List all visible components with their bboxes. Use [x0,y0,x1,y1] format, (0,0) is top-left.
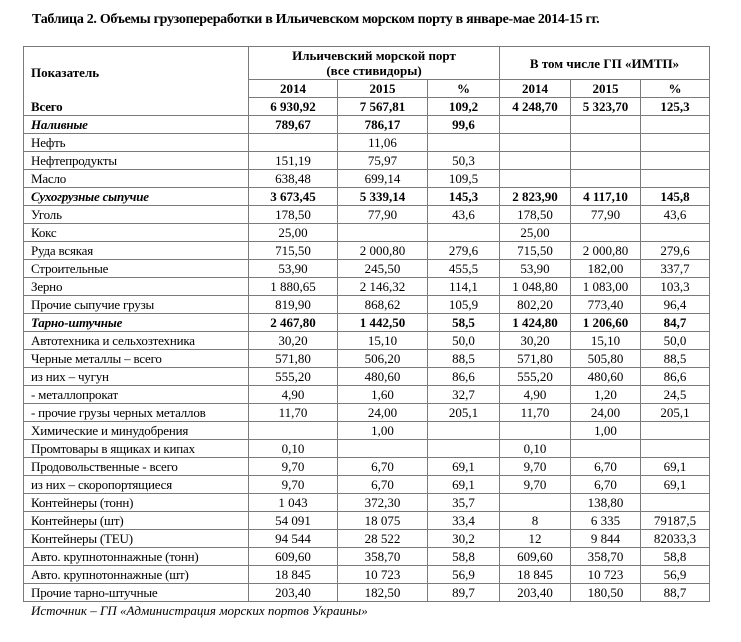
cell-value: 699,14 [338,170,428,188]
cell-value: 79187,5 [641,512,710,530]
cargo-volume-table [23,46,710,602]
cell-value: 6,70 [571,476,641,494]
table-row [24,152,710,170]
cell-value: 279,6 [428,242,500,260]
cell-value: 786,17 [338,116,428,134]
cell-value: 0,10 [249,440,338,458]
row-label: Химические и минудобрения [24,422,249,440]
cell-value: 96,4 [641,296,710,314]
cell-value: 151,19 [249,152,338,170]
cell-value: 2 146,32 [338,278,428,296]
row-label: Строительные [24,260,249,278]
cell-value: 25,00 [500,224,571,242]
table-title: Таблица 2. Объемы грузопереработки в Ильичевском морском порту в январе-мае 2014-15 гг. [32,12,600,27]
table-row [24,368,710,386]
table-row [24,170,710,188]
cell-value: 555,20 [249,368,338,386]
cell-value: 88,7 [641,584,710,602]
table-row [24,530,710,548]
cell-value: 571,80 [249,350,338,368]
row-label: - металлопрокат [24,386,249,404]
cell-value: 30,2 [428,530,500,548]
cell-value [641,116,710,134]
cell-value: 114,1 [428,278,500,296]
cell-value: 43,6 [641,206,710,224]
row-label: Черные металлы – всего [24,350,249,368]
header-sub: % [428,80,500,98]
header-row-groups [24,47,710,80]
cell-value: 77,90 [571,206,641,224]
cell-value: 819,90 [249,296,338,314]
cell-value: 109,2 [428,98,500,116]
cell-value: 4 117,10 [571,188,641,206]
cell-value: 32,7 [428,386,500,404]
cell-value: 43,6 [428,206,500,224]
row-label: Автотехника и сельхозтехника [24,332,249,350]
cell-value: 358,70 [338,548,428,566]
row-label: Продовольственные - всего [24,458,249,476]
row-label: Сухогрузные сыпучие [24,188,249,206]
cell-value: 505,80 [571,350,641,368]
header-group-port [249,47,500,80]
row-label: Зерно [24,278,249,296]
cell-value: 1 424,80 [500,314,571,332]
row-label: Кокс [24,224,249,242]
row-label: Нефтепродукты [24,152,249,170]
table-row [24,476,710,494]
cell-value: 1 206,60 [571,314,641,332]
cell-value: 203,40 [500,584,571,602]
cell-value: 138,80 [571,494,641,512]
cell-value: 145,8 [641,188,710,206]
cell-value [641,440,710,458]
cell-value: 35,7 [428,494,500,512]
row-label: Тарно-штучные [24,314,249,332]
cell-value: 337,7 [641,260,710,278]
cell-value: 69,1 [641,476,710,494]
row-label: Масло [24,170,249,188]
row-label: Нефть [24,134,249,152]
header-group-port-line2: (все стивидоры) [326,63,422,78]
cell-value: 715,50 [500,242,571,260]
cell-value: 506,20 [338,350,428,368]
cell-value: 571,80 [500,350,571,368]
cell-value: 86,6 [428,368,500,386]
cell-value [641,134,710,152]
cell-value: 11,70 [249,404,338,422]
cell-value: 105,9 [428,296,500,314]
cell-value: 50,0 [428,332,500,350]
cell-value: 103,3 [641,278,710,296]
cell-value: 12 [500,530,571,548]
cell-value: 868,62 [338,296,428,314]
header-group-imtp: В том числе ГП «ИМТП» [500,47,710,80]
cell-value: 1 048,80 [500,278,571,296]
row-label: Контейнеры (шт) [24,512,249,530]
cell-value: 1 043 [249,494,338,512]
cell-value: 1,60 [338,386,428,404]
cell-value: 6,70 [338,476,428,494]
cell-value: 88,5 [428,350,500,368]
cell-value: 0,10 [500,440,571,458]
cell-value: 33,4 [428,512,500,530]
cell-value: 5 323,70 [571,98,641,116]
cell-value: 609,60 [249,548,338,566]
cell-value: 358,70 [571,548,641,566]
row-label: Всего [24,98,249,116]
cell-value: 4 248,70 [500,98,571,116]
cell-value: 88,5 [641,350,710,368]
cell-value: 1 442,50 [338,314,428,332]
cell-value: 53,90 [500,260,571,278]
cell-value [571,134,641,152]
cell-value: 86,6 [641,368,710,386]
row-label: Авто. крупнотоннажные (шт) [24,566,249,584]
cell-value: 56,9 [641,566,710,584]
cell-value: 15,10 [571,332,641,350]
cell-value: 773,40 [571,296,641,314]
table-row [24,404,710,422]
row-label: из них – чугун [24,368,249,386]
cell-value [571,170,641,188]
table-row [24,134,710,152]
header-sub: 2015 [338,80,428,98]
table-row [24,494,710,512]
header-sub: % [641,80,710,98]
cell-value: 10 723 [571,566,641,584]
cell-value [428,440,500,458]
table-row [24,458,710,476]
cell-value: 69,1 [428,476,500,494]
cell-value: 11,70 [500,404,571,422]
row-label: Контейнеры (TEU) [24,530,249,548]
cell-value [428,422,500,440]
cell-value [641,152,710,170]
cell-value: 3 673,45 [249,188,338,206]
cell-value: 99,6 [428,116,500,134]
table-row [24,260,710,278]
cell-value [571,224,641,242]
row-label: Контейнеры (тонн) [24,494,249,512]
cell-value: 178,50 [500,206,571,224]
row-label: Наливные [24,116,249,134]
cell-value: 6 335 [571,512,641,530]
cell-value: 480,60 [571,368,641,386]
cell-value [500,494,571,512]
row-label: Авто. крупнотоннажные (тонн) [24,548,249,566]
cell-value [571,152,641,170]
cell-value: 1,20 [571,386,641,404]
row-label: из них – скоропортящиеся [24,476,249,494]
cell-value: 6 930,92 [249,98,338,116]
cell-value: 1,00 [571,422,641,440]
cell-value: 4,90 [249,386,338,404]
cell-value: 75,97 [338,152,428,170]
table-row [24,296,710,314]
cell-value: 18 845 [249,566,338,584]
table-row-group [24,116,710,134]
cell-value: 8 [500,512,571,530]
cell-value [500,152,571,170]
row-label: Прочие тарно-штучные [24,584,249,602]
cell-value: 6,70 [571,458,641,476]
cell-value [500,116,571,134]
cell-value: 2 000,80 [571,242,641,260]
cell-value: 372,30 [338,494,428,512]
cell-value [641,170,710,188]
cell-value [500,422,571,440]
cell-value: 58,5 [428,314,500,332]
header-group-port-line1: Ильичевский морской порт [292,48,456,63]
cell-value: 180,50 [571,584,641,602]
table-row [24,386,710,404]
cell-value: 9,70 [500,458,571,476]
cell-value: 789,67 [249,116,338,134]
cell-value: 555,20 [500,368,571,386]
cell-value: 11,06 [338,134,428,152]
cell-value: 6,70 [338,458,428,476]
cell-value: 53,90 [249,260,338,278]
cell-value: 24,00 [338,404,428,422]
table-row [24,278,710,296]
cell-value: 2 823,90 [500,188,571,206]
source-note: Источник – ГП «Администрация морских портов Украины» [31,603,368,618]
cell-value: 205,1 [641,404,710,422]
cell-value: 28 522 [338,530,428,548]
cell-value: 1 880,65 [249,278,338,296]
cell-value: 802,20 [500,296,571,314]
cell-value: 54 091 [249,512,338,530]
cell-value: 69,1 [428,458,500,476]
table-row-group [24,188,710,206]
cell-value [338,224,428,242]
cell-value: 638,48 [249,170,338,188]
cell-value [428,134,500,152]
cell-value: 56,9 [428,566,500,584]
cell-value: 182,00 [571,260,641,278]
row-label: Прочие сыпучие грузы [24,296,249,314]
cell-value: 7 567,81 [338,98,428,116]
row-label: Уголь [24,206,249,224]
cell-value [571,116,641,134]
table-row [24,548,710,566]
cell-value [500,134,571,152]
row-label: - прочие грузы черных металлов [24,404,249,422]
table-body [24,98,710,602]
cell-value [249,422,338,440]
cell-value: 30,20 [249,332,338,350]
cell-value: 24,00 [571,404,641,422]
cell-value: 82033,3 [641,530,710,548]
table-row-group [24,314,710,332]
cell-value: 178,50 [249,206,338,224]
table-row [24,242,710,260]
cell-value: 24,5 [641,386,710,404]
cell-value: 9,70 [249,458,338,476]
cell-value: 25,00 [249,224,338,242]
cell-value: 1 083,00 [571,278,641,296]
cell-value: 5 339,14 [338,188,428,206]
cell-value: 109,5 [428,170,500,188]
cell-value [500,170,571,188]
cell-value: 245,50 [338,260,428,278]
cell-value: 30,20 [500,332,571,350]
cell-value: 15,10 [338,332,428,350]
cell-value: 2 467,80 [249,314,338,332]
cell-value: 203,40 [249,584,338,602]
cell-value: 125,3 [641,98,710,116]
cell-value: 9,70 [249,476,338,494]
header-sub: 2014 [249,80,338,98]
cell-value: 205,1 [428,404,500,422]
cell-value [249,134,338,152]
cell-value: 18 075 [338,512,428,530]
cell-value [641,224,710,242]
cell-value: 455,5 [428,260,500,278]
cell-value: 1,00 [338,422,428,440]
cell-value: 182,50 [338,584,428,602]
table-row [24,512,710,530]
cell-value [641,422,710,440]
cell-value: 58,8 [641,548,710,566]
table-row [24,440,710,458]
cell-value: 715,50 [249,242,338,260]
header-sub: 2014 [500,80,571,98]
table-row [24,422,710,440]
cell-value: 480,60 [338,368,428,386]
table-row [24,224,710,242]
table-row [24,584,710,602]
table-row [24,350,710,368]
cell-value: 50,3 [428,152,500,170]
header-indicator: Показатель [24,47,249,98]
cell-value: 609,60 [500,548,571,566]
cell-value: 9 844 [571,530,641,548]
cell-value: 50,0 [641,332,710,350]
table-row [24,206,710,224]
cell-value: 89,7 [428,584,500,602]
cell-value: 84,7 [641,314,710,332]
cell-value: 145,3 [428,188,500,206]
table-row [24,566,710,584]
cell-value: 18 845 [500,566,571,584]
cell-value: 279,6 [641,242,710,260]
cell-value: 77,90 [338,206,428,224]
cell-value [428,224,500,242]
row-label: Руда всякая [24,242,249,260]
cell-value: 4,90 [500,386,571,404]
cell-value: 10 723 [338,566,428,584]
header-sub: 2015 [571,80,641,98]
table-row [24,332,710,350]
cell-value: 94 544 [249,530,338,548]
cell-value: 9,70 [500,476,571,494]
cell-value [571,440,641,458]
table-row-total [24,98,710,116]
cell-value [641,494,710,512]
cell-value: 2 000,80 [338,242,428,260]
row-label: Промтовары в ящиках и кипах [24,440,249,458]
cell-value: 58,8 [428,548,500,566]
cell-value [338,440,428,458]
cell-value: 69,1 [641,458,710,476]
